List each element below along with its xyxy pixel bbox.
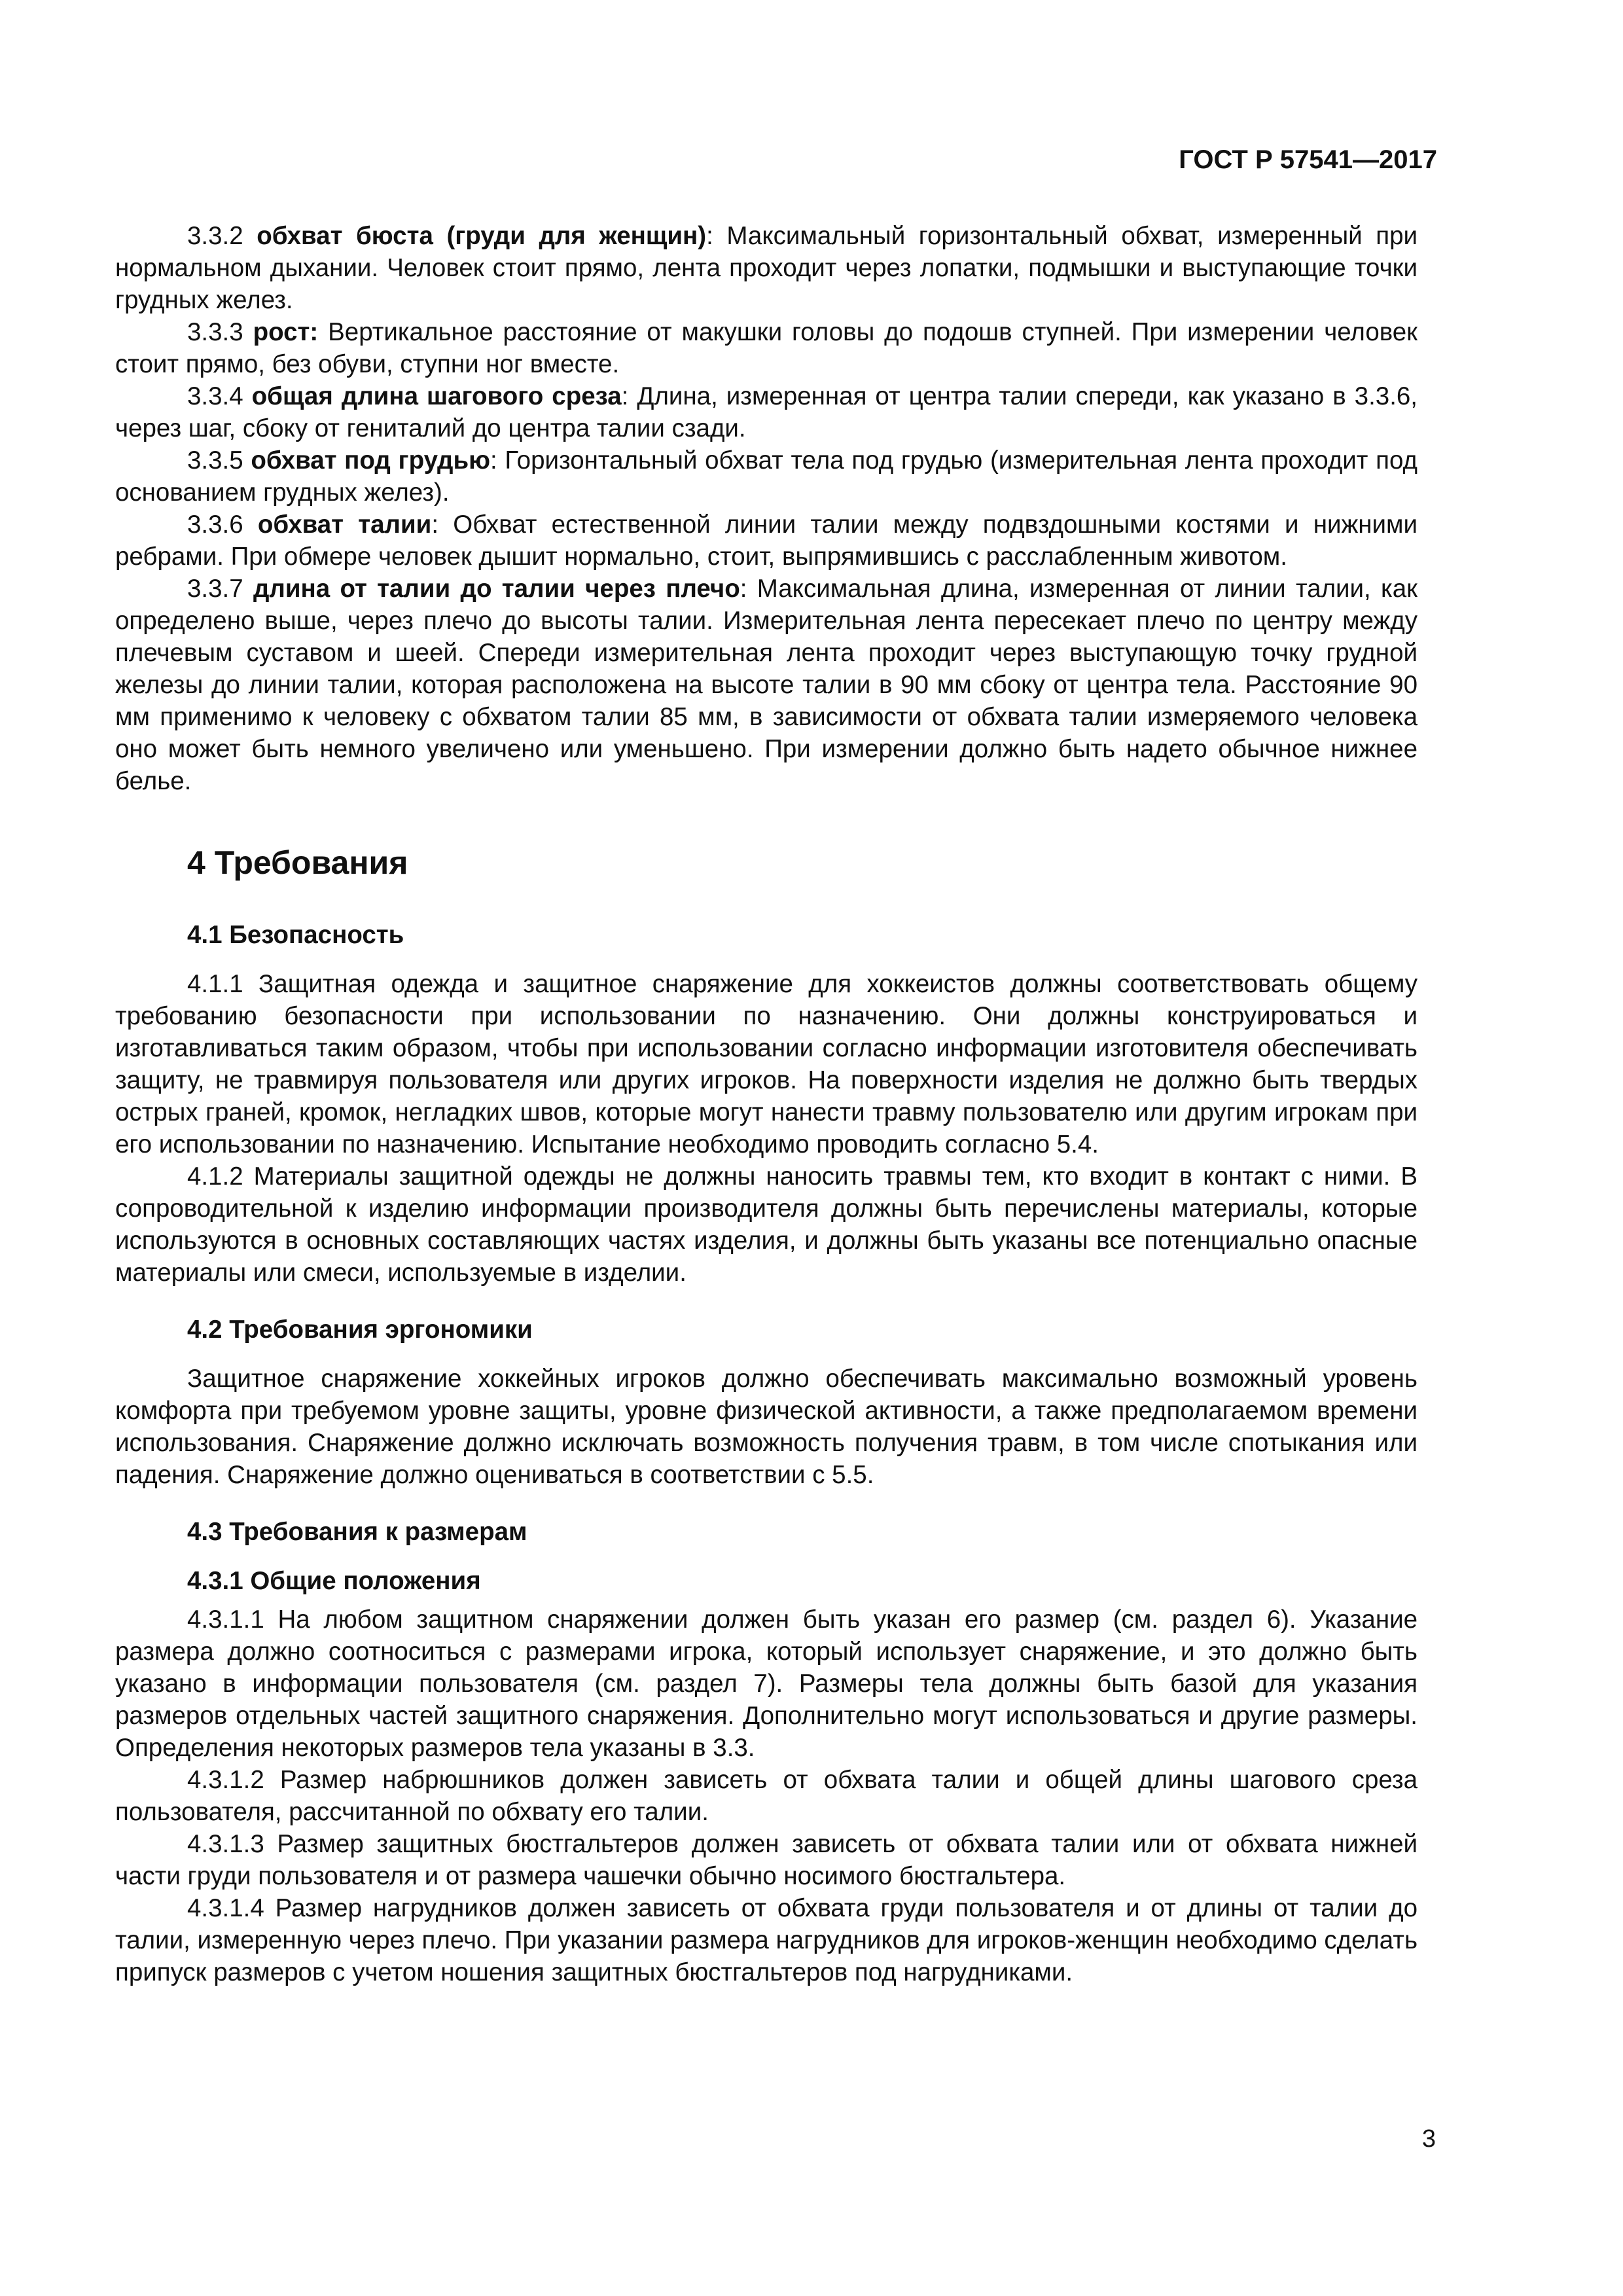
definition-number: 3.3.4 [187,382,243,410]
definition-number: 3.3.2 [187,222,243,250]
definition-term: обхват бюста (груди для женщин) [257,222,707,250]
definition-text: : Максимальный горизонтальный обхват, измеренный при нормальном дыхании. Человек стоит прямо, лента проходит через лопатки, подмышки и выступающие точки грудных желез. [115,222,1418,314]
page-number: 3 [1421,2125,1436,2153]
definition-3-3-6 [115,509,1418,573]
section-4-3-title: 4.3 Требования к размерам [187,1518,527,1546]
definition-3-3-2 [115,220,1418,316]
section-4-2-title: 4.2 Требования эргономики [187,1316,533,1344]
paragraph-4-2: Защитное снаряжение хоккейных игроков должно обеспечивать максимально возможный уровень комфорта при требуемом уровне защиты, уровне физической активности, а также предполагаемом времени использования. Снаряжение должно исключать возможность получения травм, в том числе спотыкания или падения. Снаряжение должно оцениваться в соответствии с 5.5. [115,1365,1418,1489]
definition-text: : Максимальная длина, измеренная от линии талии, как определено выше, через плечо до высоты талии. Измерительная лента пересекает плечо по центру между плечевым суставом и шеей. Спереди измерительная лента проходит через выступающую точку грудной железы до линии талии, которая расположена на высоте талии в 90 мм сбоку от центра тела. Расстояние 90 мм применимо к человеку с обхватом талии 85 мм, в зависимости от обхвата талии измеряемого человека оно может быть немного увеличено или уменьшено. При измерении должно быть надето обычное нижнее белье. [115,575,1418,795]
definition-text: Вертикальное расстояние от макушки головы до подошв ступней. При измерении человек стоит прямо, без обуви, ступни ног вместе. [115,318,1418,378]
definition-term: обхват талии [257,511,432,539]
definition-number: 3.3.5 [187,446,243,475]
definition-number: 3.3.6 [187,511,243,539]
definition-text: : Длина, измеренная от центра талии спереди, как указано в 3.3.6, через шаг, сбоку от гениталий до центра талии сзади. [115,382,1418,442]
definition-term: общая длина шагового среза [251,382,622,410]
definition-3-3-5 [115,444,1418,509]
paragraph-4-3-1-3: 4.3.1.3 Размер защитных бюстгальтеров должен зависеть от обхвата талии или от обхвата нижней части груди пользователя и от размера чашечки обычно носимого бюстгальтера. [115,1830,1418,1890]
definition-3-3-4 [115,380,1418,444]
paragraph-4-1-2: 4.1.2 Материалы защитной одежды не должны наносить травмы тем, кто входит в контакт с ними. В сопроводительной к изделию информации производителя должны быть перечислены материалы, которые используются в основных составляющих частях изделия, и должны быть указаны все потенциально опасные материалы или смеси, используемые в изделии. [115,1162,1418,1287]
page-content [115,220,1418,1988]
definition-term: длина от талии до талии через плечо [253,575,740,603]
definition-3-3-7 [115,573,1418,797]
section-4-title: 4 Требования [187,844,408,881]
paragraph-4-3-1-4: 4.3.1.4 Размер нагрудников должен зависеть от обхвата груди пользователя и от длины от талии до талии, измеренную через плечо. При указании размера нагрудников для игроков-женщин необходимо сделать припуск размеров с учетом ношения защитных бюстгальтеров под нагрудниками. [115,1894,1418,1986]
definition-3-3-3 [115,316,1418,380]
section-4-1-title: 4.1 Безопасность [187,921,404,949]
paragraph-4-1-1: 4.1.1 Защитная одежда и защитное снаряжение для хоккеистов должны соответствовать общему требованию безопасности при использовании по назначению. Они должны конструироваться и изготавливаться таким образом, чтобы при использовании согласно информации изготовителя обеспечивать защиту, не травмируя пользователя или других игроков. На поверхности изделия не должно быть твердых острых граней, кромок, негладких швов, которые могут нанести травму пользователю или другим игрокам при его использовании по назначению. Испытание необходимо проводить согласно 5.4. [115,970,1418,1158]
paragraph-4-3-1-1: 4.3.1.1 На любом защитном снаряжении должен быть указан его размер (см. раздел 6). Указание размера должно соотноситься с размерами игрока, который использует снаряжение, и это должно быть указано в информации пользователя (см. раздел 7). Размеры тела должны быть базой для указания размеров отдельных частей защитного снаряжения. Дополнительно могут использоваться и другие размеры. Определения некоторых размеров тела указаны в 3.3. [115,1605,1418,1762]
paragraph-4-3-1-2: 4.3.1.2 Размер набрюшников должен зависеть от обхвата талии и общей длины шагового среза пользователя, рассчитанной по обхвату его талии. [115,1766,1418,1826]
definition-term: рост: [253,318,319,346]
definition-term: обхват под грудью [251,446,491,475]
definition-number: 3.3.3 [187,318,243,346]
standard-number: ГОСТ Р 57541—2017 [1179,145,1437,174]
definition-text: : Горизонтальный обхват тела под грудью (измерительная лента проходит под основанием грудных желез). [115,446,1418,507]
definition-number: 3.3.7 [187,575,243,603]
section-4-3-1-title: 4.3.1 Общие положения [187,1567,481,1595]
definition-text: : Обхват естественной линии талии между подвздошными костями и нижними ребрами. При обмере человек дышит нормально, стоит, выпрямившись с расслабленным животом. [115,511,1418,571]
